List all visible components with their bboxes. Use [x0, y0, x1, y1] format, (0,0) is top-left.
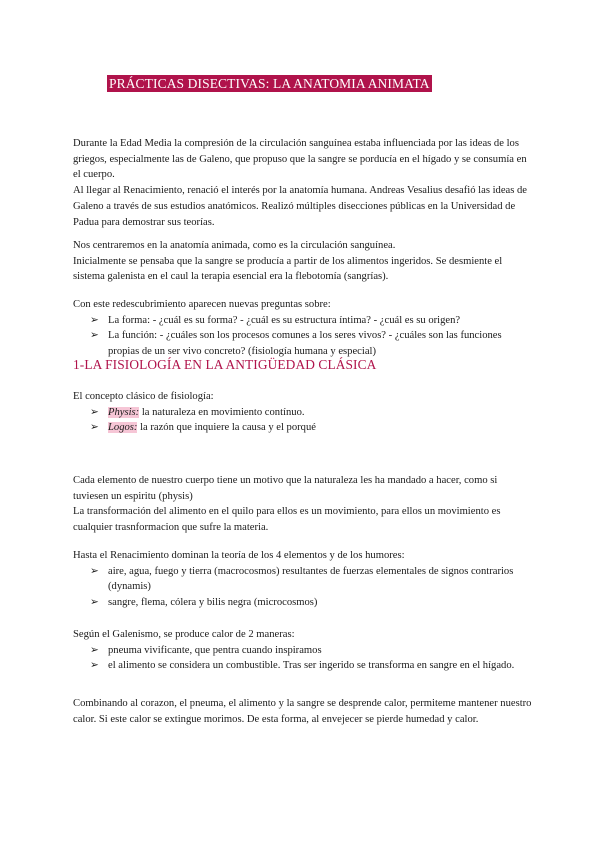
- intro-block: [73, 136, 533, 230]
- concept-list: [73, 405, 533, 436]
- section-heading-1: 1-LA FISIOLOGÍA EN LA ANTIGÜEDAD CLÁSICA: [73, 357, 377, 372]
- list-item: [73, 328, 533, 359]
- arrow-bullet-icon: ➢: [90, 660, 99, 672]
- list-item: [73, 564, 533, 595]
- elements-block: [73, 548, 533, 611]
- questions-lead: Con este redescubrimiento aparecen nuevas preguntas sobre:: [73, 299, 331, 310]
- page-title: PRÁCTICAS DISECTIVAS: LA ANATOMIA ANIMATA: [109, 76, 430, 91]
- list-item: [73, 405, 533, 421]
- list-item: [73, 595, 533, 611]
- term-definition: la naturaleza en movimiento contínuo.: [139, 406, 305, 418]
- term-definition: la razón que inquiere la causa y el porqué: [137, 422, 316, 434]
- elements-lead: Hasta el Renacimiento dominan la teoría de los 4 elementos y de los humores:: [73, 550, 405, 561]
- intro-paragraph-2: Al llegar al Renacimiento, renació el interés por la anatomía humana. Andreas Vesalius desafió las ideas de Galeno a través de sus estudios anatómicos. Realizó múltiples disecciones públicas en la Universidad de Padua para demostrar sus teorías.: [73, 185, 527, 228]
- body-paragraphs-block: [73, 473, 533, 536]
- list-item: [73, 643, 533, 659]
- body-paragraph-1: Cada elemento de nuestro cuerpo tiene un motivo que la naturaleza les ha mandado a hacer, como si tuviesen un espiritu (physis): [73, 475, 498, 502]
- element-text: aire, agua, fuego y tierra (macrocosmos) resultantes de fuerzas elementales de signos contrarios (dynamis): [108, 565, 514, 593]
- question-text: La forma: - ¿cuál es su forma? - ¿cuál es su estructura íntima? - ¿cuál es su origen?: [108, 314, 461, 326]
- galenism-text: el alimento se considera un combustible. Tras ser ingerido se transforma en sangre en el hígado.: [108, 660, 515, 672]
- galenism-text: pneuma vivificante, que pentra cuando inspiramos: [108, 644, 322, 656]
- circulation-paragraph-1: Nos centraremos en la anatomía animada, como es la circulación sanguínea.: [73, 240, 396, 251]
- closing-paragraph: Combinando al corazon, el pneuma, el alimento y la sangre se desprende calor, permiteme mantener nuestro calor. Si este calor se extingue morimos. De esta forma, al envejecer se pierde humedad y calor.: [73, 698, 532, 725]
- arrow-bullet-icon: ➢: [90, 597, 99, 609]
- list-item: [73, 420, 533, 436]
- term-physis: Physis:: [108, 406, 140, 418]
- circulation-block: [73, 238, 533, 285]
- arrow-bullet-icon: ➢: [90, 314, 99, 326]
- arrow-bullet-icon: ➢: [90, 330, 99, 342]
- body-paragraph-2: La transformación del alimento en el quilo para ellos es un movimiento, para ellos un movimiento es cualquier trasnformacion que sufre la materia.: [73, 506, 501, 534]
- arrow-bullet-icon: ➢: [90, 406, 99, 418]
- galenism-list: [73, 643, 533, 674]
- questions-list: [73, 313, 533, 360]
- arrow-bullet-icon: ➢: [90, 644, 99, 656]
- concept-block: [73, 389, 533, 436]
- concept-lead: El concepto clásico de fisiología:: [73, 391, 214, 402]
- question-text: La función: - ¿cuáles son los procesos comunes a los seres vivos? - ¿cuáles son las funciones propias de un ser vivo concreto? (fisiología humana y especial): [108, 330, 502, 358]
- intro-paragraph-1: Durante la Edad Media la compresión de la circulación sanguínea estaba influenciada por las ideas de los griegos, especialmente las de Galeno, que propuso que la sangre se porducía en el hígado y se consumía en el cuerpo.: [73, 138, 527, 181]
- galenism-lead: Según el Galenismo, se produce calor de 2 maneras:: [73, 629, 295, 640]
- circulation-paragraph-2: Inicialmente se pensaba que la sangre se producía a partir de los alimentos ingeridos. Se desmiente el sistema galenista en el caul la terapia esencial era la flebotomía (sangrías).: [73, 255, 503, 283]
- arrow-bullet-icon: ➢: [90, 422, 99, 434]
- closing-block: [73, 696, 533, 727]
- questions-block: [73, 297, 533, 360]
- arrow-bullet-icon: ➢: [90, 565, 99, 577]
- element-text: sangre, flema, cólera y bilis negra (microcosmos): [108, 597, 318, 609]
- elements-list: [73, 564, 533, 611]
- list-item: [73, 658, 533, 674]
- term-logos: Logos:: [108, 422, 138, 434]
- galenism-block: [73, 627, 533, 674]
- list-item: [73, 313, 533, 329]
